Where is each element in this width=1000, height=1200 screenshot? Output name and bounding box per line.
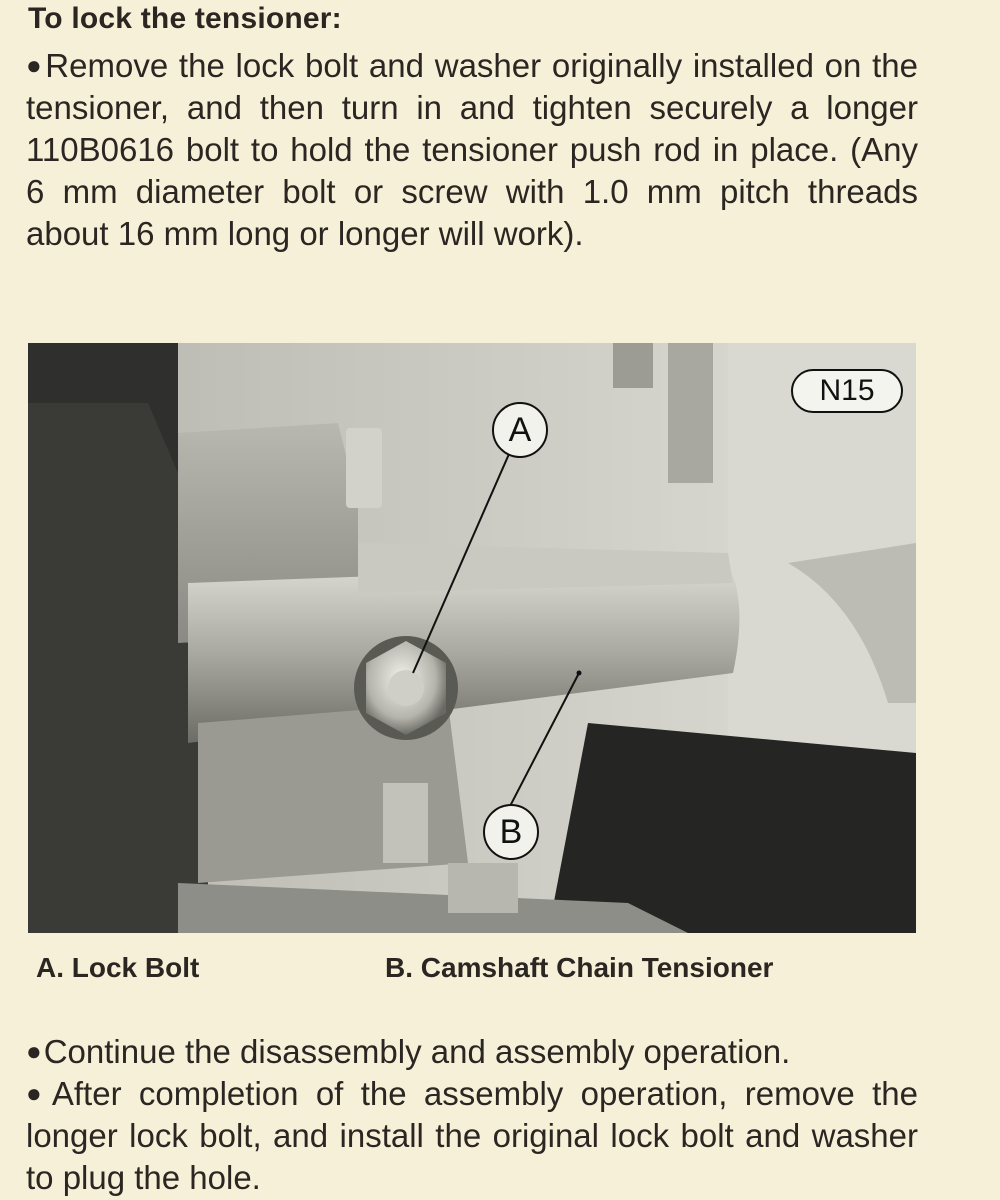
callout-a: [492, 402, 548, 458]
tensioner-photo: [28, 343, 916, 933]
callout-b-letter: B: [499, 812, 523, 851]
figure-id-text: N15: [819, 374, 875, 407]
callout-b: [483, 804, 539, 860]
instruction-bullet-after-completion: [26, 1072, 918, 1199]
instruction-bullet-lock-bolt: [26, 44, 918, 255]
bullet-icon: ●: [26, 1078, 50, 1108]
instruction-text: Remove the lock bolt and washer originally installed on the tensioner, and then turn in and tighten securely a longer 110B0616 bolt to hold the tensioner push rod in place. (Any 6 mm diameter bolt or screw with 1.0 mm pitch threads about 16 mm long or longer will work).: [26, 47, 918, 252]
figure-id-label: [791, 369, 903, 413]
bullet-icon: ●: [26, 50, 44, 80]
bullet-icon: ●: [26, 1036, 42, 1066]
caption-camshaft-chain-tensioner: B. Camshaft Chain Tensioner: [385, 952, 774, 983]
tensioner-photo-illustration: [28, 343, 916, 933]
caption-lock-bolt: A. Lock Bolt: [36, 952, 200, 983]
callout-a-letter: A: [508, 410, 532, 449]
instruction-text: Continue the disassembly and assembly operation.: [43, 1033, 791, 1070]
instruction-text: After completion of the assembly operation, remove the longer lock bolt, and install the original lock bolt and washer to plug the hole.: [26, 1075, 918, 1196]
instruction-bullet-continue: [26, 1030, 918, 1073]
section-heading: To lock the tensioner:: [28, 2, 342, 35]
